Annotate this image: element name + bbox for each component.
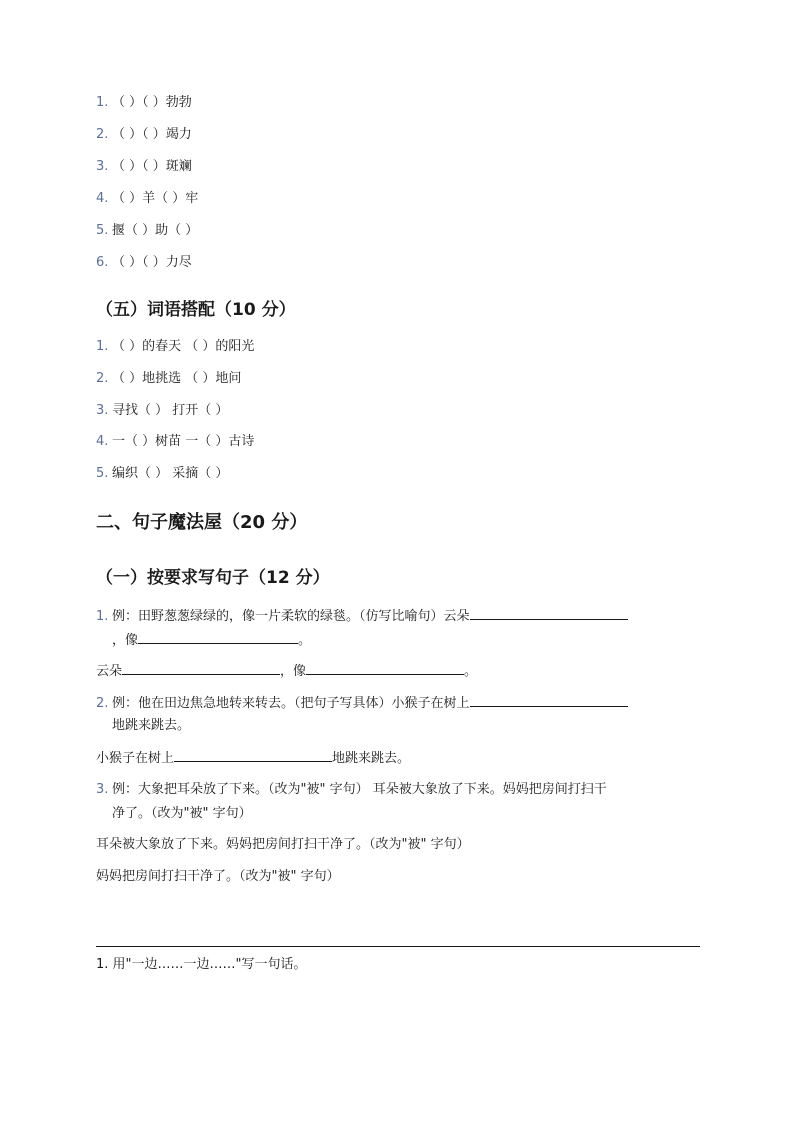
item-text: （ ）（ ）勃勃 [112, 95, 192, 110]
list-item [96, 370, 241, 388]
answer-text: 地跳来跳去。 [332, 751, 411, 766]
answer-line: 耳朵被大象放了下来。妈妈把房间打扫干净了。（改为"被" 字句） [96, 837, 470, 852]
item-text: （ ）的春天 （ ）的阳光 [112, 339, 255, 354]
item-text: 揠（ ）助（ ） [112, 223, 199, 238]
question-3-line1 [96, 781, 607, 799]
footnote: 1. 用"一边……一边……"写一句话。 [96, 957, 307, 972]
item-text: （ ）（ ）力尽 [112, 255, 192, 270]
answer-prefix: 小猴子在树上 [96, 751, 175, 766]
item-text: 寻找（ ） 打开（ ） [112, 403, 229, 418]
answer-blank[interactable] [174, 749, 332, 762]
item-number: 3. [96, 782, 109, 797]
item-text: （ ）地挑选 （ ）地问 [112, 371, 242, 386]
question-text: 。 [298, 633, 312, 648]
answer-blank[interactable] [470, 607, 628, 620]
list-item [96, 126, 192, 144]
question-text: 例：田野葱葱绿绿的，像一片柔软的绿毯。（仿写比喻句）云朵 [112, 609, 470, 624]
question-text: 例：大象把耳朵放了下来。（改为"被" 字句） 耳朵被大象放了下来。妈妈把房间打扫干 [112, 782, 607, 797]
item-number: 1. [96, 95, 109, 110]
question-text: 例：他在田边焦急地转来转去。（把句子写具体）小猴子在树上 [112, 696, 470, 711]
item-number: 1. [96, 609, 109, 624]
question-1-line1 [96, 607, 628, 626]
list-item [96, 158, 192, 176]
subsection-heading: （一）按要求写句子（12 分） [96, 568, 330, 588]
item-text: （ ）羊（ ）牢 [112, 191, 199, 206]
item-number: 3. [96, 403, 109, 418]
item-number: 5. [96, 223, 109, 238]
question-text: ，像 [112, 633, 139, 648]
item-number: 2. [96, 371, 109, 386]
answer-text: 。 [464, 664, 478, 679]
item-text: 编织（ ） 采摘（ ） [112, 466, 229, 481]
item-text: （ ）（ ）竭力 [112, 127, 192, 142]
section-heading: （五）词语搭配（10 分） [96, 300, 296, 320]
list-item [96, 190, 198, 208]
question-1-line2 [96, 631, 311, 650]
list-item [96, 465, 228, 483]
question-text: 地跳来跳去。 [112, 718, 191, 733]
answer-blank[interactable] [122, 662, 280, 675]
item-text: 一（ ）树苗 一（ ）古诗 [112, 434, 255, 449]
item-number: 4. [96, 434, 109, 449]
item-number: 1. [96, 339, 109, 354]
divider [96, 946, 700, 947]
item-number: 4. [96, 191, 109, 206]
answer-text: ，像 [280, 664, 307, 679]
answer-blank[interactable] [306, 662, 464, 675]
answer-line [96, 662, 477, 681]
item-text: （ ）（ ）斑斓 [112, 159, 192, 174]
item-number: 6. [96, 255, 109, 270]
list-item [96, 222, 198, 240]
list-item [96, 254, 192, 272]
question-2-line2 [96, 717, 190, 735]
item-number: 3. [96, 159, 109, 174]
item-number: 2. [96, 127, 109, 142]
answer-line [96, 749, 410, 768]
answer-blank[interactable] [138, 631, 298, 644]
item-number: 5. [96, 466, 109, 481]
list-item [96, 402, 228, 420]
question-3-line2 [96, 805, 252, 823]
question-2-line1 [96, 694, 628, 713]
question-text: 净了。（改为"被" 字句） [112, 806, 252, 821]
part-heading: 二、句子魔法屋（20 分） [96, 512, 308, 533]
list-item [96, 338, 254, 356]
answer-prefix: 云朵 [96, 664, 123, 679]
item-number: 2. [96, 696, 109, 711]
list-item [96, 433, 254, 451]
answer-blank[interactable] [470, 694, 628, 707]
list-item [96, 94, 192, 112]
answer-line: 妈妈把房间打扫干净了。（改为"被" 字句） [96, 869, 340, 884]
